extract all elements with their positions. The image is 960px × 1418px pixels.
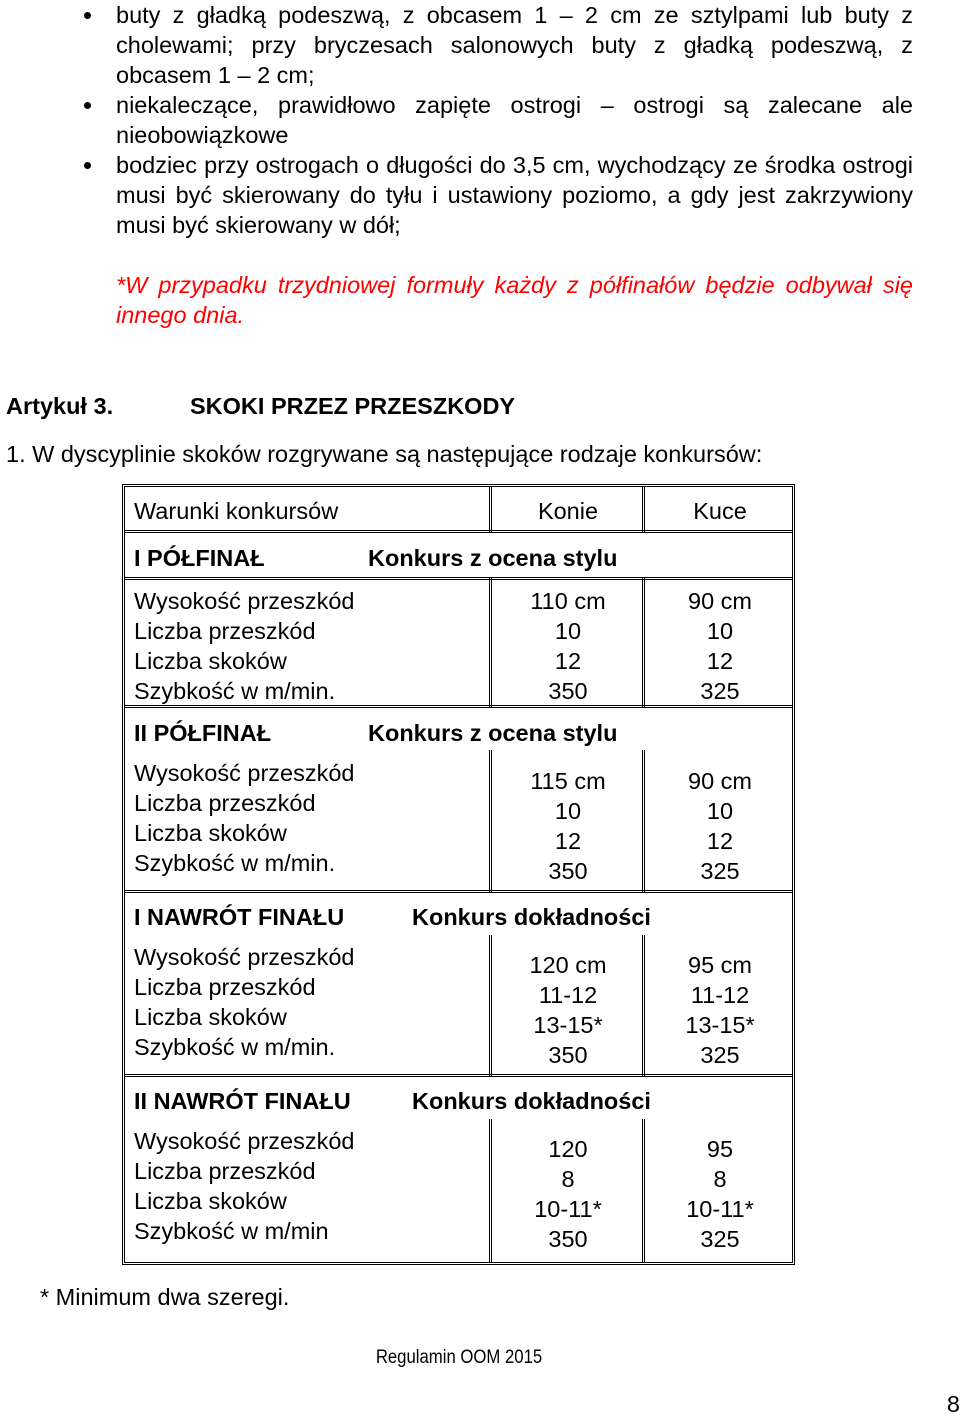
table-rule (489, 487, 492, 532)
row-label: Liczba przeszkód (134, 974, 316, 1000)
article-title: SKOKI PRZEZ PRZESZKODY (190, 393, 516, 419)
header-horses: Konie (537, 498, 599, 524)
page-footer: Regulamin OOM 2015 (375, 1347, 543, 1368)
row-label: Liczba skoków (134, 1004, 287, 1030)
ponies-value: 10 (706, 618, 734, 644)
row-label: Wysokość przeszkód (134, 760, 355, 786)
ponies-value: 12 (706, 648, 734, 674)
ponies-value: 325 (700, 1226, 740, 1252)
horses-value: 10 (554, 798, 582, 824)
page-number: 8 (946, 1391, 960, 1417)
section-type-semifinal-2: Konkurs z ocena stylu (368, 720, 618, 746)
horses-value: 8 (561, 1166, 575, 1192)
ponies-value: 90 cm (688, 588, 752, 614)
ponies-value: 95 (706, 1136, 734, 1162)
row-label: Wysokość przeszkód (134, 1128, 355, 1154)
equipment-bullet-list (0, 0, 960, 240)
table-rule (489, 750, 492, 892)
table-rule (125, 890, 792, 893)
row-label: Liczba przeszkód (134, 790, 316, 816)
section-title-semifinal-1: I PÓŁFINAŁ (134, 545, 265, 571)
bullet-item-spur-shank (0, 150, 913, 240)
row-label: Liczba przeszkód (134, 618, 316, 644)
header-ponies: Kuce (693, 498, 747, 524)
article-number: Artykuł 3. (6, 393, 114, 419)
competition-conditions-table (122, 484, 795, 1265)
row-label: Liczba przeszkód (134, 1158, 316, 1184)
section-title-final-round-2: II NAWRÓT FINAŁU (134, 1088, 351, 1114)
horses-value: 350 (548, 858, 588, 884)
section-type-final-round-2: Konkurs dokładności (412, 1088, 651, 1114)
horses-value: 350 (548, 1042, 588, 1068)
ponies-value: 11-12 (690, 982, 750, 1008)
header-conditions: Warunki konkursów (134, 498, 339, 524)
row-label: Wysokość przeszkód (134, 944, 355, 970)
table-rule (489, 577, 492, 707)
section-type-final-round-1: Konkurs dokładności (412, 904, 651, 930)
bullet-text: bodziec przy ostrogach o długości do 3,5 cm, wychodzący ze środka ostrogi musi być skierowany do tyłu i ustawiony poziomo, a gdy jest zakrzywiony musi być skierowany w dół; (116, 152, 913, 238)
section-title-final-round-1: I NAWRÓT FINAŁU (134, 904, 345, 930)
horses-value: 10 (554, 618, 582, 644)
horses-value: 350 (548, 678, 588, 704)
horses-value: 115 cm (530, 768, 606, 794)
table-rule (125, 530, 792, 533)
horses-value: 11-12 (538, 982, 598, 1008)
table-rule (125, 577, 792, 580)
ponies-value: 90 cm (688, 768, 752, 794)
ponies-value: 10-11* (686, 1196, 754, 1222)
ponies-value: 8 (713, 1166, 727, 1192)
row-label: Liczba skoków (134, 648, 287, 674)
row-label: Liczba skoków (134, 820, 287, 846)
bullet-dot-icon (84, 12, 91, 19)
horses-value: 12 (554, 828, 582, 854)
horses-value: 13-15* (533, 1012, 603, 1038)
ponies-value: 325 (700, 1042, 740, 1068)
ponies-value: 325 (700, 678, 740, 704)
horses-value: 110 cm (530, 588, 606, 614)
semifinal-note: *W przypadku trzydniowej formuły każdy z półfinałów będzie odbywał się innego dnia. (116, 272, 913, 328)
bullet-dot-icon (84, 162, 91, 169)
ponies-value: 13-15* (685, 1012, 755, 1038)
ponies-value: 95 cm (688, 952, 752, 978)
horses-value: 12 (554, 648, 582, 674)
ponies-value: 325 (700, 858, 740, 884)
row-label: Wysokość przeszkód (134, 588, 355, 614)
horses-value: 120 cm (529, 952, 607, 978)
section-type-semifinal-1: Konkurs z ocena stylu (368, 545, 618, 571)
bullet-text: niekaleczące, prawidłowo zapięte ostrogi – ostrogi są zalecane ale nieobowiązkowe (116, 92, 913, 148)
table-rule (125, 1074, 792, 1077)
ponies-value: 10 (706, 798, 734, 824)
horses-value: 120 (548, 1136, 588, 1162)
table-rule (489, 935, 492, 1076)
horses-value: 10-11* (534, 1196, 602, 1222)
row-label: Szybkość w m/min (134, 1218, 329, 1244)
horses-value: 350 (548, 1226, 588, 1252)
bullet-item-boots (0, 0, 913, 90)
row-label: Szybkość w m/min. (134, 850, 336, 876)
table-rule (489, 1119, 492, 1262)
row-label: Liczba skoków (134, 1188, 287, 1214)
ponies-value: 12 (706, 828, 734, 854)
bullet-item-spurs (0, 90, 913, 150)
competition-types-intro: 1. W dyscyplinie skoków rozgrywane są następujące rodzaje konkursów: (6, 441, 763, 467)
table-footnote: * Minimum dwa szeregi. (40, 1284, 290, 1310)
bullet-text: buty z gładką podeszwą, z obcasem 1 – 2 cm ze sztylpami lub buty z cholewami; przy bryczesach salonowych buty z gładką podeszwą, z obcasem 1 – 2 cm; (116, 2, 913, 88)
row-label: Szybkość w m/min. (134, 678, 336, 704)
row-label: Szybkość w m/min. (134, 1034, 336, 1060)
bullet-dot-icon (84, 102, 91, 109)
section-title-semifinal-2: II PÓŁFINAŁ (134, 720, 272, 746)
